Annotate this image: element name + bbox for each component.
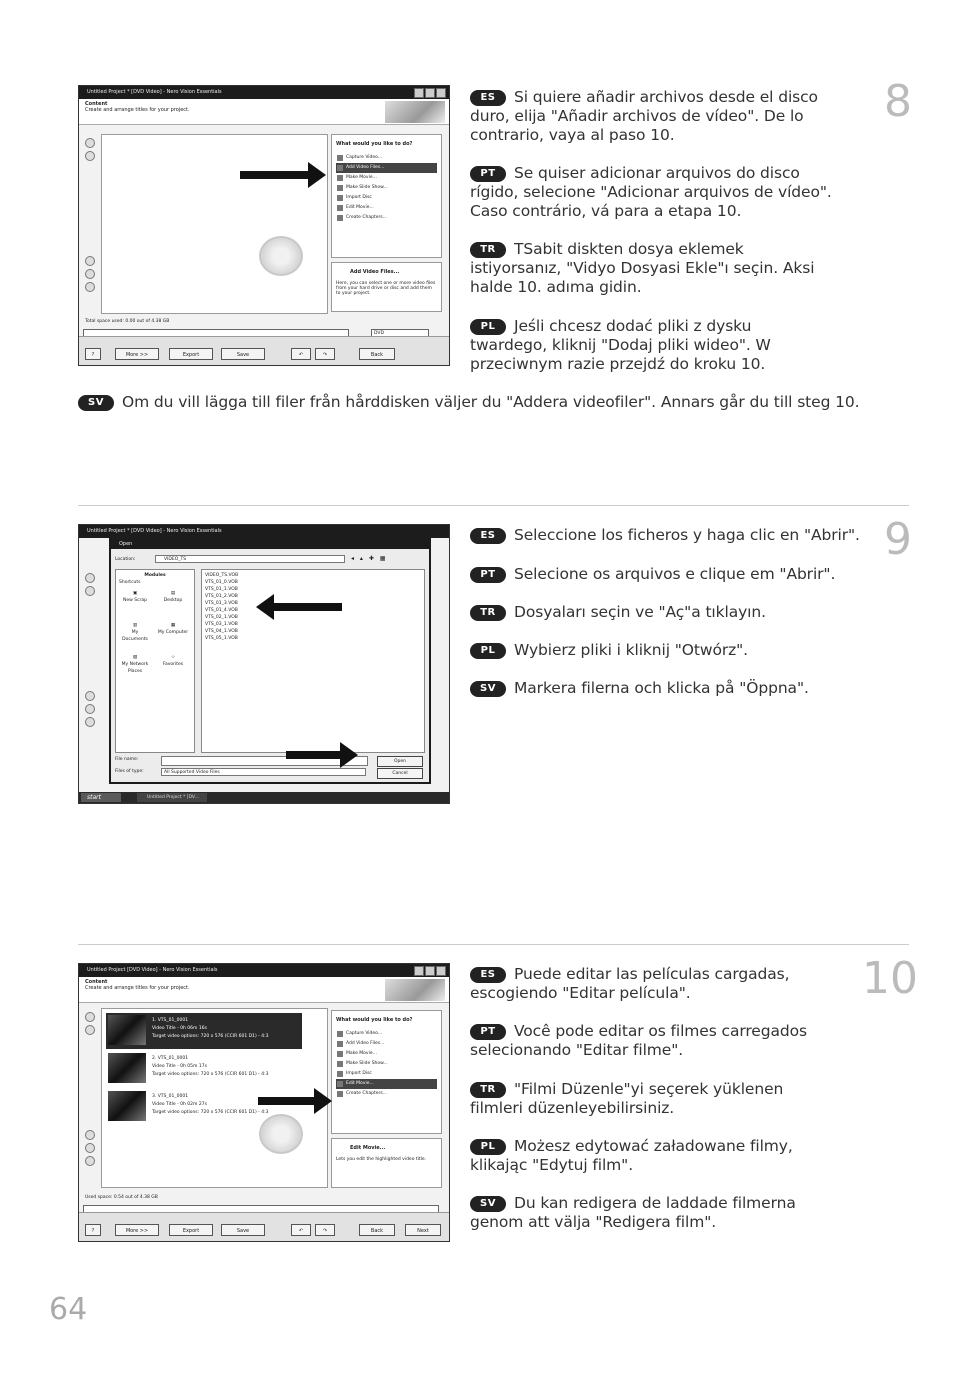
file-item[interactable]: VTS_02_1.VOB xyxy=(205,615,238,620)
instruction-pt: PT Você pode editar os filmes carregados selecionando "Editar filme". xyxy=(470,1022,807,1059)
modules-title: Modules xyxy=(144,573,166,578)
down-icon[interactable] xyxy=(85,1025,95,1035)
minimize-icon[interactable] xyxy=(414,88,424,98)
clip-row[interactable]: 1. VTS_01_0001 Video Title - 0h 06m 16s Target video options: 720 x 576 (CCIR 601 D1) - 4:3 xyxy=(106,1013,302,1049)
edit-icon[interactable] xyxy=(85,704,95,714)
open-dialog xyxy=(109,537,431,784)
file-item[interactable]: VTS_01_3.VOB xyxy=(205,601,238,606)
step-number: 9 xyxy=(884,514,912,565)
delete-icon[interactable] xyxy=(85,717,95,727)
edit-icon[interactable] xyxy=(85,269,95,279)
info-text: Lets you edit the highlighted video title. xyxy=(336,1157,427,1162)
open-button[interactable]: Open xyxy=(377,756,423,767)
down-icon[interactable] xyxy=(85,586,95,596)
file-item[interactable]: VTS_01_0.VOB xyxy=(205,580,238,585)
side-buttons-bottom xyxy=(85,256,95,295)
lang-badge: SV xyxy=(78,395,114,411)
task-panel xyxy=(331,134,442,258)
file-list[interactable] xyxy=(201,569,425,753)
info-text: Here, you can select one or more video files from your hard drive or disc and add them to your project. xyxy=(336,281,436,296)
film-reel-icon xyxy=(259,236,303,276)
file-item[interactable]: VTS_04_1.VOB xyxy=(205,629,238,634)
lang-badge: ES xyxy=(470,967,506,983)
instruction-pl: PL Możesz edytować załadowane filmy, klikając "Edytuj film". xyxy=(470,1137,793,1174)
lang-badge: PT xyxy=(470,567,506,583)
content-header xyxy=(79,99,449,125)
side-buttons-bottom xyxy=(85,691,95,730)
dialog-title: Open xyxy=(111,539,429,549)
file-item[interactable]: VTS_01_1.VOB xyxy=(205,587,238,592)
help-button[interactable]: ? xyxy=(85,1224,101,1236)
instruction-tr: TR "Filmi Düzenle"yi seçerek yüklenen filmleri düzenleyebilirsiniz. xyxy=(470,1080,784,1117)
taskbar-item[interactable]: Untitled Project * [DV... xyxy=(137,793,207,802)
task-panel-title: What would you like to do? xyxy=(336,141,413,147)
lang-badge: PL xyxy=(470,643,506,659)
bottom-toolbar xyxy=(79,1212,449,1241)
next-button[interactable]: Next xyxy=(405,1224,441,1236)
window-title: Untitled Project * [DVD Video] - Nero Vision Essentials xyxy=(79,86,449,99)
arrow-pointer-icon xyxy=(240,171,310,179)
delete-icon[interactable] xyxy=(85,282,95,292)
location-label: Location: xyxy=(115,557,136,562)
film-reel-icon xyxy=(259,1114,303,1154)
up-icon[interactable] xyxy=(85,1012,95,1022)
instruction-es: ES Seleccione los ficheros y haga clic en "Abrir". xyxy=(470,526,870,545)
close-icon[interactable] xyxy=(436,88,446,98)
side-buttons-top xyxy=(85,1012,95,1038)
import-disc-item[interactable]: Import Disc xyxy=(336,1069,437,1079)
arrow-pointer-icon xyxy=(286,751,342,759)
places-grid xyxy=(119,590,191,674)
edit-movie-item[interactable]: Edit Movie... xyxy=(336,1079,437,1089)
maximize-icon[interactable] xyxy=(425,966,435,976)
content-title: Content xyxy=(85,101,108,107)
step8-screenshot xyxy=(78,85,450,366)
arrow-pointer-icon xyxy=(258,1097,316,1105)
undo-icon[interactable]: ↶ xyxy=(291,1224,311,1236)
make-slide-show-item[interactable]: Make Slide Show... xyxy=(336,183,437,193)
lang-badge: TR xyxy=(470,1082,506,1098)
lang-badge: PT xyxy=(470,1024,506,1040)
file-item[interactable]: VTS_05_1.VOB xyxy=(205,636,238,641)
instruction-es: ES Si quiere añadir archivos desde el disco duro, elija "Añadir archivos de vídeo". De lo contrario, vaya al paso 10. xyxy=(470,88,818,144)
clip-row[interactable]: 3. VTS_01_0001 Video Title - 0h 02m 27s Target video options: 720 x 576 (CCIR 601 D1) - 4:3 xyxy=(106,1089,302,1125)
start-button[interactable]: start xyxy=(81,793,121,802)
create-chapters-item[interactable]: Create Chapters... xyxy=(336,1089,437,1099)
task-panel-title: What would you like to do? xyxy=(336,1017,413,1023)
lang-badge: SV xyxy=(470,681,506,697)
place-my-documents[interactable]: ▥ My Documents xyxy=(122,623,148,642)
lang-badge: PL xyxy=(470,319,506,335)
file-item[interactable]: VTS_01_4.VOB xyxy=(205,608,238,613)
content-header xyxy=(79,977,449,1003)
import-disc-item[interactable]: Import Disc xyxy=(336,193,437,203)
capture-video-item[interactable]: Capture Video... xyxy=(336,153,437,163)
nav-toolbar[interactable]: ◂ ▴ ✚ ▦ xyxy=(351,555,388,562)
add-video-files-item[interactable]: Add Video Files... xyxy=(336,1039,437,1049)
space-used: Used space: 0.54 out of 4.38 GB xyxy=(85,1195,158,1200)
up-icon[interactable] xyxy=(85,138,95,148)
play-icon[interactable] xyxy=(85,691,95,701)
play-icon[interactable] xyxy=(85,1130,95,1140)
instruction-pt: PT Se quiser adicionar arquivos do disco rígido, selecione "Adicionar arquivos de vídeo". Caso contrário, vá para a etapa 10. xyxy=(470,164,832,220)
lang-badge: TR xyxy=(470,605,506,621)
close-icon[interactable] xyxy=(436,966,446,976)
redo-icon[interactable]: ↷ xyxy=(315,348,335,360)
window-title: Untitled Project * [DVD Video] - Nero Vision Essentials xyxy=(79,525,449,538)
modules-pane xyxy=(115,569,195,753)
arrow-pointer-icon xyxy=(272,603,342,611)
play-icon[interactable] xyxy=(85,256,95,266)
lang-badge: PL xyxy=(470,1139,506,1155)
instruction-pt: PT Selecione os arquivos e clique em "Abrir". xyxy=(470,565,870,584)
place-favorites[interactable]: ☆ Favorites xyxy=(162,655,184,667)
capture-video-item[interactable]: Capture Video... xyxy=(336,1029,437,1039)
lang-badge: TR xyxy=(470,242,506,258)
file-item[interactable]: VTS_01_2.VOB xyxy=(205,594,238,599)
maximize-icon[interactable] xyxy=(425,88,435,98)
minimize-icon[interactable] xyxy=(414,966,424,976)
save-button[interactable]: Save xyxy=(221,348,265,360)
export-button[interactable]: Export xyxy=(169,1224,213,1236)
place-network[interactable]: ▧ My Network Places xyxy=(121,655,149,674)
lang-badge: SV xyxy=(470,1196,506,1212)
clip-thumbnail xyxy=(108,1091,146,1121)
page-number: 64 xyxy=(49,1292,88,1327)
content-subtitle: Create and arrange titles for your project. xyxy=(85,985,190,991)
cancel-button[interactable]: Cancel xyxy=(377,768,423,779)
lang-badge: ES xyxy=(470,528,506,544)
instruction-tr: TR TSabit diskten dosya eklemek istiyorsanız, "Vidyo Dosyasi Ekle"ı seçin. Aksi halde 10. adıma gidin. xyxy=(470,240,815,296)
header-graphic xyxy=(385,979,445,1001)
export-button[interactable]: Export xyxy=(169,348,213,360)
make-movie-item[interactable]: Make Movie... xyxy=(336,1049,437,1059)
window-controls xyxy=(414,88,446,98)
step-number: 10 xyxy=(862,953,918,1004)
window-title: Untitled Project [DVD Video] - Nero Vision Essentials xyxy=(79,964,449,977)
side-buttons-top xyxy=(85,573,95,599)
disc-type-select[interactable]: DVD xyxy=(371,329,429,337)
filetype-label: Files of type: xyxy=(115,769,144,774)
step9-screenshot xyxy=(78,524,450,804)
header-graphic xyxy=(385,101,445,123)
save-button[interactable]: Save xyxy=(221,1224,265,1236)
place-desktop[interactable]: ▤ Desktop xyxy=(163,591,183,603)
space-used: Total space used: 0.00 out of 4.38 GB xyxy=(85,319,170,324)
info-title: Add Video Files... xyxy=(350,269,400,275)
instruction-pl: PL Wybierz pliki i kliknij "Otwórz". xyxy=(470,641,870,660)
edit-movie-item[interactable]: Edit Movie... xyxy=(336,203,437,213)
file-item[interactable]: VIDEO_TS.VOB xyxy=(205,573,239,578)
bottom-toolbar xyxy=(79,336,449,365)
instruction-sv: SV Du kan redigera de laddade filmerna genom att välja "Redigera film". xyxy=(470,1194,796,1231)
content-title: Content xyxy=(85,979,108,985)
place-my-computer[interactable]: ▦ My Computer xyxy=(157,623,189,635)
side-buttons-top xyxy=(85,138,95,164)
side-buttons-bottom xyxy=(85,1130,95,1169)
step-number: 8 xyxy=(884,76,912,127)
clip-thumbnail xyxy=(108,1015,146,1045)
instruction-es: ES Puede editar las películas cargadas, escogiendo "Editar película". xyxy=(470,965,790,1002)
section-divider xyxy=(78,944,909,945)
content-subtitle: Create and arrange titles for your project. xyxy=(85,107,190,113)
filename-label: File name: xyxy=(115,757,139,762)
more-button[interactable]: More >> xyxy=(115,1224,159,1236)
instruction-tr: TR Dosyaları seçin ve "Aç"a tıklayın. xyxy=(470,603,870,622)
instruction-pl: PL Jeśli chcesz dodać pliki z dysku twardego, kliknij "Dodaj pliki wideo". W przeciwnym razie przejdź do kroku 10. xyxy=(470,317,771,373)
add-video-files-item[interactable]: Add Video Files... xyxy=(336,163,437,173)
make-movie-item[interactable]: Make Movie... xyxy=(336,173,437,183)
more-button[interactable]: More >> xyxy=(115,348,159,360)
info-title: Edit Movie... xyxy=(350,1145,386,1151)
place-new-scrap[interactable]: ▣ New Scrap xyxy=(122,591,148,603)
clip-thumbnail xyxy=(108,1053,146,1083)
file-item[interactable]: VTS_03_1.VOB xyxy=(205,622,238,627)
instruction-sv: SV Om du vill lägga till filer från hårddisken väljer du "Addera videofiler". Annars går du till steg 10. xyxy=(78,393,878,412)
filetype-select[interactable]: All Supported Video Files xyxy=(161,768,366,776)
back-button[interactable]: Back xyxy=(359,1224,395,1236)
title-list[interactable] xyxy=(101,134,328,314)
make-slide-show-item[interactable]: Make Slide Show... xyxy=(336,1059,437,1069)
clip-row[interactable]: 2. VTS_01_0001 Video Title - 0h 05m 17s Target video options: 720 x 576 (CCIR 601 D1) - 4:3 xyxy=(106,1051,302,1087)
help-button[interactable]: ? xyxy=(85,348,101,360)
taskbar xyxy=(79,792,449,803)
instruction-sv: SV Markera filerna och klicka på "Öppna". xyxy=(470,679,870,698)
lang-badge: PT xyxy=(470,166,506,182)
back-button[interactable]: Back xyxy=(359,348,395,360)
location-input[interactable]: VIDEO_TS xyxy=(155,555,345,563)
undo-icon[interactable]: ↶ xyxy=(291,348,311,360)
lang-badge: ES xyxy=(470,90,506,106)
info-panel xyxy=(331,1138,442,1188)
edit-icon[interactable] xyxy=(85,1143,95,1153)
info-panel xyxy=(331,262,442,312)
shortcuts-label: Shortcuts xyxy=(119,580,141,585)
create-chapters-item[interactable]: Create Chapters... xyxy=(336,213,437,223)
task-panel xyxy=(331,1010,442,1134)
section-divider xyxy=(78,505,909,506)
down-icon[interactable] xyxy=(85,151,95,161)
up-icon[interactable] xyxy=(85,573,95,583)
window-controls xyxy=(414,966,446,976)
delete-icon[interactable] xyxy=(85,1156,95,1166)
redo-icon[interactable]: ↷ xyxy=(315,1224,335,1236)
